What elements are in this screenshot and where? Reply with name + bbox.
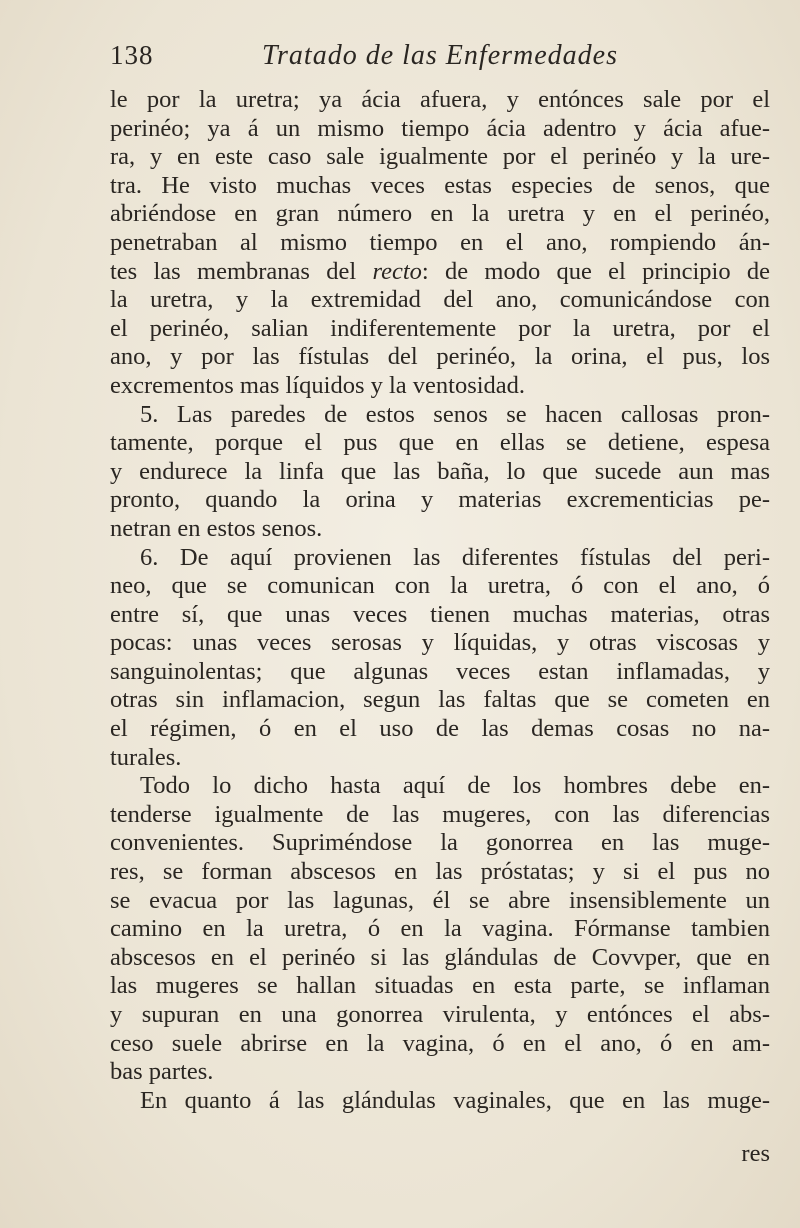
text-line [110, 258, 770, 287]
text-line: el perinéo, salian indiferentemente por la uretra, por el [110, 314, 770, 342]
text-line: pocas: unas veces serosas y líquidas, y otras viscosas y [110, 629, 770, 657]
text-line: entre sí, que unas veces tienen muchas materias, otras [110, 600, 770, 628]
page-number: 138 [110, 40, 154, 70]
text-fragment: tes las membranas del [110, 257, 357, 285]
text-line: excrementos mas líquidos y la ventosidad. [110, 371, 526, 399]
text-line: otras sin inflamacion, segun las faltas que se cometen en [110, 686, 770, 714]
text-line: convenientes. Supriméndose la gonorrea en las muge- [110, 829, 770, 857]
text-line: y endurece la linfa que las baña, lo que sucede aun mas [110, 457, 770, 485]
text-line: 6. De aquí provienen las diferentes fístulas del peri- [140, 543, 770, 571]
running-title: Tratado de las Enfermedades [262, 40, 618, 71]
body-text [110, 86, 770, 1115]
text-line: En quanto á las glándulas vaginales, que en las muge- [140, 1086, 770, 1114]
text-line: ceso suele abrirse en la vagina, ó en el ano, ó en am- [110, 1029, 770, 1057]
text-line: y supuran en una gonorrea virulenta, y entónces el abs- [110, 1001, 770, 1028]
text-line: tamente, porque el pus que en ellas se detiene, espesa [110, 429, 770, 457]
text-line: Todo lo dicho hasta aquí de los hombres debe en- [140, 772, 770, 800]
text-line: 5. Las paredes de estos senos se hacen callosas pron- [140, 400, 770, 428]
text-line: le por la uretra; ya ácia afuera, y entónces sale por el [110, 86, 770, 113]
text-line: camino en la uretra, ó en la vagina. Fórmanse tambien [110, 915, 770, 943]
text-line: bas partes. [110, 1058, 214, 1086]
text-line: se evacua por las lagunas, él se abre insensiblemente un [110, 886, 770, 914]
text-line: tenderse igualmente de las mugeres, con las diferencias [110, 800, 770, 828]
text-line: sanguinolentas; que algunas veces estan inflamadas, y [110, 657, 770, 685]
text-line: pronto, quando la orina y materias excrementicias pe- [110, 486, 770, 514]
text-line: abscesos en el perinéo si las glándulas de Covvper, que en [110, 943, 770, 971]
text-line: tra. He visto muchas veces estas especies de senos, que [110, 171, 770, 199]
text-line: turales. [110, 743, 182, 771]
text-line: ra, y en este caso sale igualmente por el perinéo y la ure- [110, 143, 770, 171]
text-line: res, se forman abscesos en las próstatas; y si el pus no [110, 858, 770, 886]
text-line: las mugeres se hallan situadas en esta parte, se inflaman [110, 972, 770, 1000]
catchword: res [741, 1140, 770, 1167]
italic-word: recto [372, 257, 422, 285]
page-header [110, 40, 770, 80]
text-line: abriéndose en gran número en la uretra y en el perinéo, [110, 200, 770, 228]
text-line: perinéo; ya á un mismo tiempo ácia adentro y ácia afue- [110, 114, 770, 142]
text-line: el régimen, ó en el uso de las demas cosas no na- [110, 715, 770, 743]
text-line: la uretra, y la extremidad del ano, comunicándose con [110, 286, 770, 314]
text-line: netran en estos senos. [110, 514, 323, 542]
text-line: ano, y por las fístulas del perinéo, la orina, el pus, los [110, 343, 770, 371]
text-line: penetraban al mismo tiempo en el ano, rompiendo án- [110, 228, 770, 256]
text-line: neo, que se comunican con la uretra, ó con el ano, ó [110, 572, 770, 600]
text-fragment: : de modo que el principio de [421, 257, 771, 285]
